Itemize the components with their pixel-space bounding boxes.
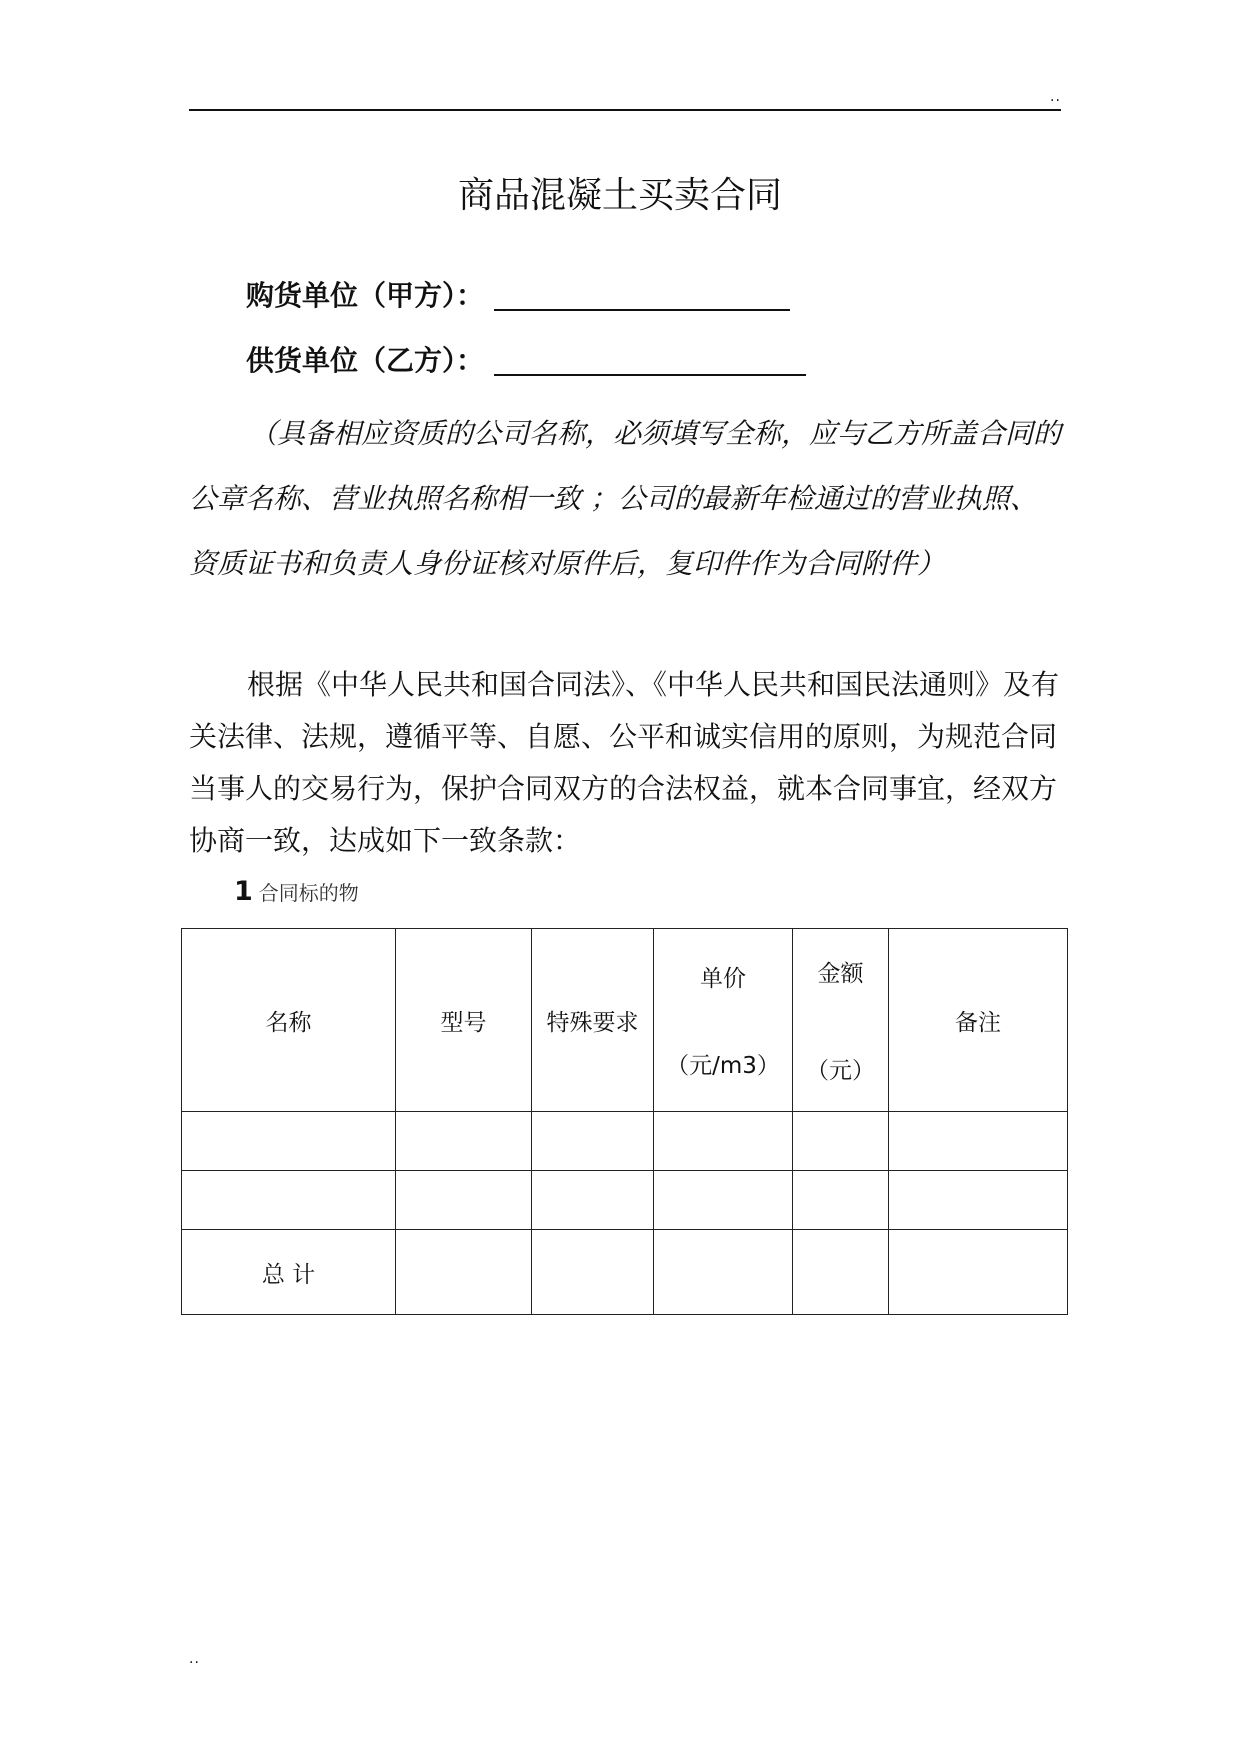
footer-dots: ..: [189, 1651, 200, 1667]
seller-blank[interactable]: [494, 344, 806, 376]
table-cell[interactable]: [182, 1112, 396, 1171]
table-cell[interactable]: [889, 1112, 1068, 1171]
header-remark: 备注: [889, 929, 1068, 1112]
table-cell[interactable]: [532, 1112, 654, 1171]
header-name: 名称: [182, 929, 396, 1112]
buyer-label: 购货单位（甲方）：: [246, 279, 485, 312]
header-price: [654, 929, 793, 1112]
header-price-unit: （元/m3）: [666, 1053, 780, 1079]
table-cell[interactable]: [793, 1171, 889, 1230]
buyer-blank[interactable]: [494, 279, 790, 311]
table-cell[interactable]: [532, 1230, 654, 1315]
table-cell[interactable]: [532, 1171, 654, 1230]
header-rule: [189, 109, 1061, 111]
document-title: 商品混凝土买卖合同: [457, 175, 782, 216]
seller-label: 供货单位（乙方）：: [246, 344, 485, 377]
header-price-label: 单价: [700, 966, 746, 992]
total-label: 总 计: [182, 1230, 396, 1315]
table-cell[interactable]: [654, 1112, 793, 1171]
goods-table: [181, 928, 1068, 1315]
buyer-line: [246, 276, 790, 316]
section-label: 合同标的物: [258, 881, 359, 905]
table-cell[interactable]: [889, 1230, 1068, 1315]
table-cell[interactable]: [182, 1171, 396, 1230]
table-cell[interactable]: [654, 1230, 793, 1315]
table-cell[interactable]: [889, 1171, 1068, 1230]
total-row: [182, 1230, 1068, 1315]
table-cell[interactable]: [654, 1171, 793, 1230]
table-cell[interactable]: [396, 1230, 532, 1315]
table-header-row: [182, 929, 1068, 1112]
header-amount-unit: （元）: [806, 1058, 875, 1084]
header-amount: [793, 929, 889, 1112]
table-cell[interactable]: [396, 1112, 532, 1171]
table-row: [182, 1171, 1068, 1230]
section-heading: [234, 876, 359, 907]
preamble-paragraph: 根据《中华人民共和国合同法》、《中华人民共和国民法通则》及有关法律、法规，遵循平等、自愿、公平和诚实信用的原则，为规范合同当事人的交易行为，保护合同双方的合法权益，就本合同事宜，经双方协商一致，达成如下一致条款：: [189, 668, 1060, 857]
table-row: [182, 1112, 1068, 1171]
qualification-note: （具备相应资质的公司名称，必须填写全称，应与乙方所盖合同的公章名称、营业执照名称相一致 ；公司的最新年检通过的营业执照、资质证书和负责人身份证核对原件后，复印件作为合同附件）: [189, 417, 1062, 580]
seller-line: [246, 341, 806, 381]
table-cell[interactable]: [793, 1112, 889, 1171]
header-amount-label: 金额: [817, 961, 864, 987]
table-cell[interactable]: [396, 1171, 532, 1230]
header-model: 型号: [396, 929, 532, 1112]
header-dots: ..: [1050, 89, 1061, 105]
section-number: 1: [234, 876, 253, 907]
table-cell[interactable]: [793, 1230, 889, 1315]
header-special: 特殊要求: [532, 929, 654, 1112]
